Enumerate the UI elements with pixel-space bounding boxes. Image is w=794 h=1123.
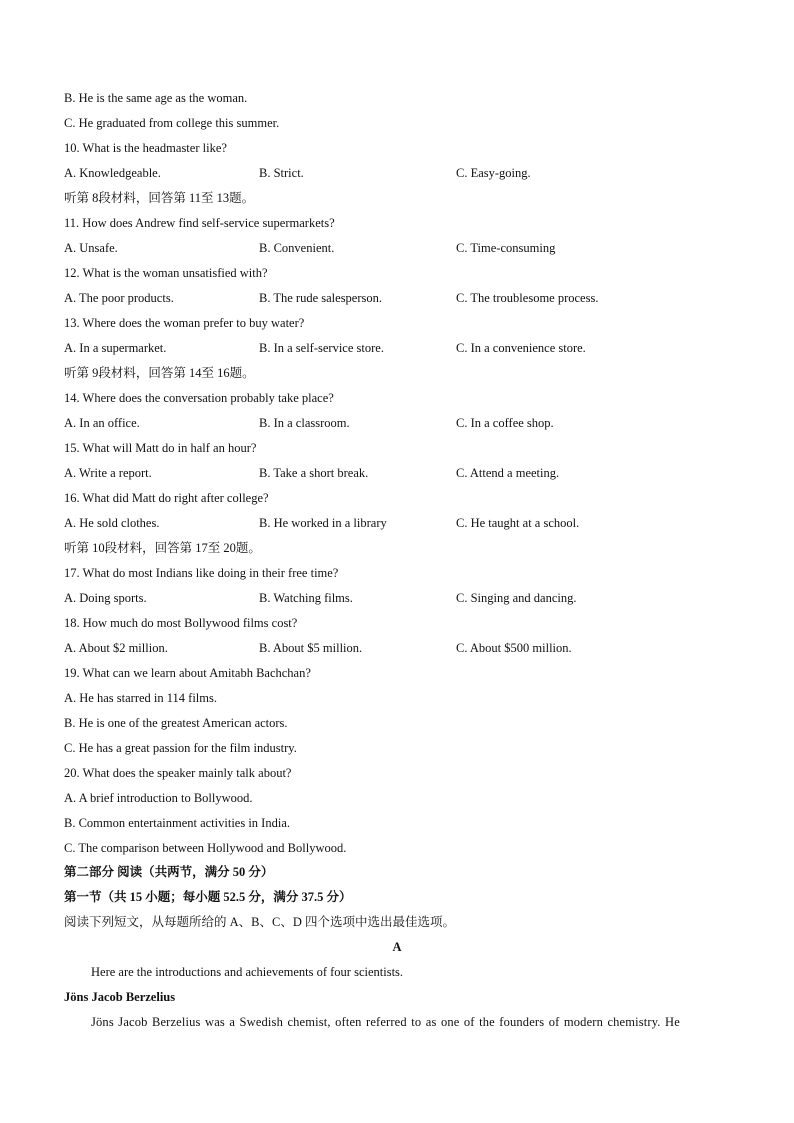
option-c: C. The troublesome process. — [456, 291, 599, 305]
question-line: 19. What can we learn about Amitabh Bachchan? — [64, 666, 311, 680]
question-line: B. He is the same age as the woman. — [64, 91, 248, 105]
question-line: A. He has starred in 114 films. — [64, 691, 217, 705]
passage-intro: Here are the introductions and achievements of four scientists. — [91, 965, 404, 979]
question-line: 15. What will Matt do in half an hour? — [64, 441, 257, 455]
option-c: C. Attend a meeting. — [456, 466, 560, 480]
part-two-title: 第二部分 阅读（共两节，满分 50 分） — [64, 865, 274, 879]
option-b: B. Convenient. — [259, 241, 335, 255]
question-line: 听第 9段材料，回答第 14至 16题。 — [64, 366, 255, 380]
question-line: 20. What does the speaker mainly talk about? — [64, 766, 292, 780]
section-one-title: 第一节（共 15 小题；每小题 52.5 分，满分 37.5 分） — [64, 890, 352, 904]
question-line: B. Common entertainment activities in India. — [64, 816, 290, 830]
option-a: A. He sold clothes. — [64, 516, 160, 530]
option-b: B. Watching films. — [259, 591, 353, 605]
passage-label: A — [392, 940, 402, 954]
question-line: 11. How does Andrew find self-service supermarkets? — [64, 216, 335, 230]
option-a: A. The poor products. — [64, 291, 174, 305]
scientist-paragraph: Jöns Jacob Berzelius was a Swedish chemist, often referred to as one of the founders of modern chemistry. He — [91, 1015, 680, 1029]
question-line: 听第 10段材料，回答第 17至 20题。 — [64, 541, 261, 555]
option-a: A. In an office. — [64, 416, 140, 430]
question-line: 听第 8段材料，回答第 11至 13题。 — [64, 191, 255, 205]
option-a: A. Doing sports. — [64, 591, 147, 605]
option-a: A. Write a report. — [64, 466, 152, 480]
option-b: B. He worked in a library — [259, 516, 387, 530]
option-a: A. Knowledgeable. — [64, 166, 161, 180]
option-c: C. Singing and dancing. — [456, 591, 577, 605]
option-c: C. In a convenience store. — [456, 341, 586, 355]
option-a: A. About $2 million. — [64, 641, 168, 655]
question-line: 14. Where does the conversation probably take place? — [64, 391, 334, 405]
option-b: B. About $5 million. — [259, 641, 363, 655]
question-line: C. The comparison between Hollywood and Bollywood. — [64, 841, 347, 855]
option-c: C. About $500 million. — [456, 641, 572, 655]
question-line: B. He is one of the greatest American actors. — [64, 716, 288, 730]
scientist-name: Jöns Jacob Berzelius — [64, 990, 176, 1004]
option-c: C. In a coffee shop. — [456, 416, 554, 430]
option-b: B. Take a short break. — [259, 466, 369, 480]
option-c: C. Easy-going. — [456, 166, 531, 180]
option-c: C. He taught at a school. — [456, 516, 580, 530]
option-a: A. Unsafe. — [64, 241, 118, 255]
option-b: B. The rude salesperson. — [259, 291, 383, 305]
question-line: 10. What is the headmaster like? — [64, 141, 227, 155]
question-line: C. He has a great passion for the film industry. — [64, 741, 297, 755]
question-line: 17. What do most Indians like doing in their free time? — [64, 566, 339, 580]
option-b: B. In a classroom. — [259, 416, 350, 430]
option-a: A. In a supermarket. — [64, 341, 167, 355]
option-b: B. In a self-service store. — [259, 341, 384, 355]
question-line: C. He graduated from college this summer. — [64, 116, 280, 130]
option-c: C. Time-consuming — [456, 241, 556, 255]
option-b: B. Strict. — [259, 166, 304, 180]
question-line: 13. Where does the woman prefer to buy water? — [64, 316, 305, 330]
question-line: 16. What did Matt do right after college? — [64, 491, 269, 505]
question-line: 18. How much do most Bollywood films cost? — [64, 616, 298, 630]
question-line: A. A brief introduction to Bollywood. — [64, 791, 253, 805]
reading-instruction: 阅读下列短文，从每题所给的 A、B、C、D 四个选项中选出最佳选项。 — [64, 915, 455, 929]
question-line: 12. What is the woman unsatisfied with? — [64, 266, 268, 280]
